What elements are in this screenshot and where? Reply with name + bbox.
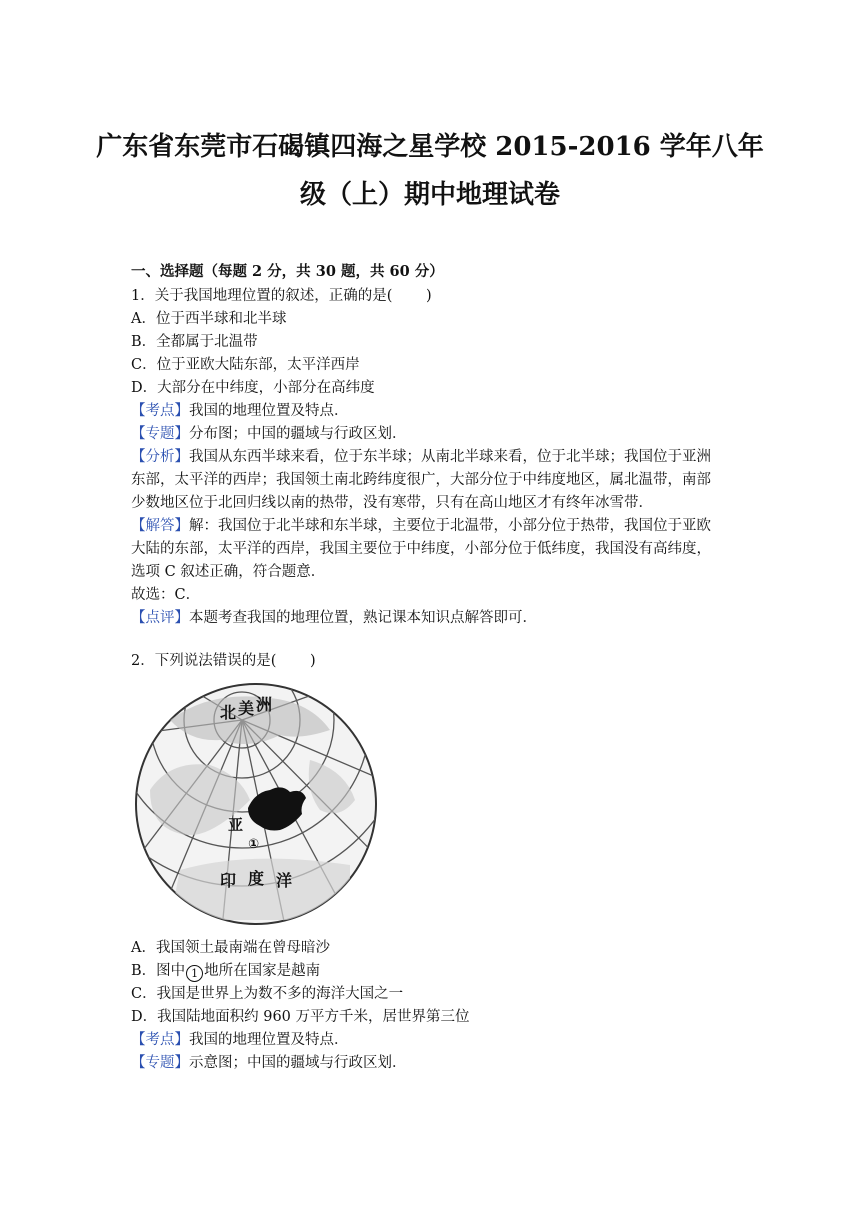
zhuanti-tag: 【专题】 bbox=[131, 426, 189, 442]
q1-option-c: C．位于亚欧大陆东部，太平洋西岸 bbox=[131, 357, 360, 373]
fenxi-text-1: 我国从东西半球来看，位于东半球；从南北半球来看，位于北半球；我国位于亚洲 bbox=[189, 449, 711, 465]
q1-option-b: B．全都属于北温带 bbox=[131, 334, 258, 350]
map-label-indian-2: 度 bbox=[248, 869, 265, 888]
q2-kaodian-text: 我国的地理位置及特点． bbox=[189, 1032, 349, 1048]
q2-option-c: C．我国是世界上为数不多的海洋大国之一 bbox=[131, 986, 404, 1002]
fenxi-tag: 【分析】 bbox=[131, 449, 189, 465]
q1-answer: 故选：C． bbox=[131, 587, 201, 603]
map-label-america-1: 美 bbox=[238, 699, 255, 718]
q1-jieda bbox=[131, 516, 751, 536]
q1-fenxi-line3: 少数地区位于北回归线以南的热带，没有寒带，只有在高山地区才有终年冰雪带． bbox=[131, 495, 653, 511]
jieda-tag: 【解答】 bbox=[131, 518, 189, 534]
exam-title-line1: 广东省东莞市石碣镇四海之星学校 2015-2016 学年八年 bbox=[96, 132, 764, 162]
map-label-north: 北 bbox=[220, 703, 237, 722]
zhuanti-text: 分布图；中国的疆域与行政区划． bbox=[189, 426, 407, 442]
q1-zhuanti bbox=[131, 424, 751, 444]
q1-jieda-line2: 大陆的东部，太平洋的西岸，我国主要位于中纬度，小部分位于低纬度，我国没有高纬度， bbox=[131, 541, 711, 557]
map-marker-1: ① bbox=[248, 837, 260, 852]
q2-kaodian-tag: 【考点】 bbox=[131, 1032, 189, 1048]
circled-one-marker: 1 bbox=[186, 965, 203, 982]
q1-fenxi-line2: 东部，太平洋的西岸；我国领土南北跨纬度很广，大部分位于中纬度地区，属北温带，南部 bbox=[131, 472, 711, 488]
q2-zhuanti bbox=[131, 1053, 751, 1073]
q2-zhuanti-tag: 【专题】 bbox=[131, 1055, 189, 1071]
q2-zhuanti-text: 示意图；中国的疆域与行政区划． bbox=[189, 1055, 407, 1071]
q1-dianping bbox=[131, 608, 751, 628]
map-label-asia: 亚 bbox=[228, 816, 244, 834]
section-heading: 一、选择题（每题 2 分，共 30 题，共 60 分） bbox=[131, 263, 444, 280]
q2-stem: 2．下列说法错误的是( ) bbox=[131, 653, 316, 669]
kaodian-text: 我国的地理位置及特点． bbox=[189, 403, 349, 419]
dianping-text: 本题考查我国的地理位置，熟记课本知识点解答即可． bbox=[189, 610, 537, 626]
map-label-ocean: 洋 bbox=[276, 871, 293, 890]
q2-kaodian bbox=[131, 1030, 751, 1050]
q2-option-b-pre: B．图中 bbox=[131, 963, 186, 979]
q1-option-d: D．大部分在中纬度，小部分在高纬度 bbox=[131, 380, 375, 396]
map-label-america-2: 洲 bbox=[256, 695, 273, 714]
q1-option-a: A．位于西半球和北半球 bbox=[131, 311, 287, 327]
q1-stem: 1．关于我国地理位置的叙述，正确的是( ) bbox=[131, 288, 432, 304]
jieda-text-1: 解：我国位于北半球和东半球，主要位于北温带，小部分位于热带，我国位于亚欧 bbox=[189, 518, 711, 534]
q1-kaodian bbox=[131, 401, 751, 421]
q2-option-d: D．我国陆地面积约 960 万平方千米，居世界第三位 bbox=[131, 1009, 470, 1025]
q1-jieda-line3: 选项 C 叙述正确，符合题意． bbox=[131, 564, 326, 580]
dianping-tag: 【点评】 bbox=[131, 610, 189, 626]
q1-fenxi bbox=[131, 447, 751, 467]
exam-title-line2: 级（上）期中地理试卷 bbox=[299, 180, 560, 210]
globe-map-image bbox=[130, 680, 382, 930]
kaodian-tag: 【考点】 bbox=[131, 403, 189, 419]
q2-option-b-post: 地所在国家是越南 bbox=[204, 963, 321, 979]
q2-option-a: A．我国领土最南端在曾母暗沙 bbox=[131, 940, 330, 956]
q2-option-b bbox=[131, 961, 751, 982]
map-label-indian-1: 印 bbox=[220, 871, 237, 890]
